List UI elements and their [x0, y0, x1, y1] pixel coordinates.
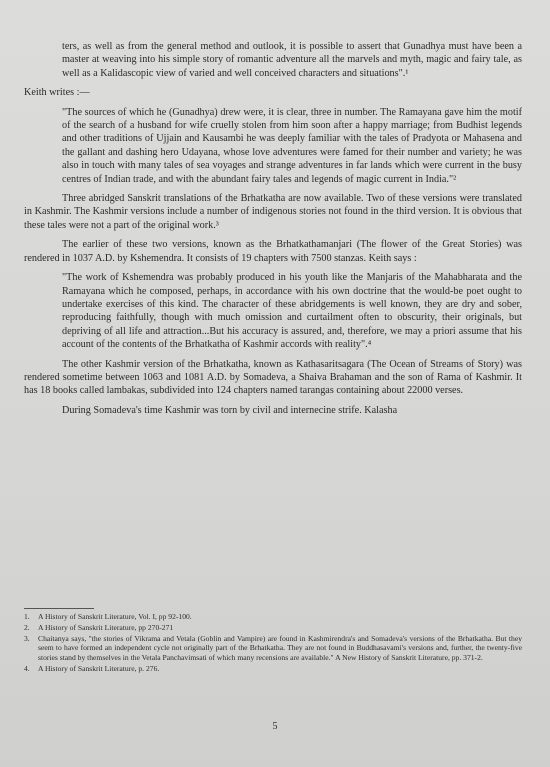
footnote: [24, 664, 522, 674]
continuation-paragraph: ters, as well as from the general method and outlook, it is possible to assert that Gunadhya must have been a master at weaving into his simple story of romantic adventure all the marvels and myth, magic and fairy tale, as well as a Kalidascopic view of varied and well conceived characters and situations".¹: [62, 41, 522, 79]
footnote-number: 2.: [24, 622, 30, 632]
footnotes: [24, 612, 522, 675]
keith-quote-1: "The sources of which he (Gunadhya) drew were, it is clear, three in number. The Ramayana gave him the motif of the search of a husband for wife cruelly stolen from him soon after a happy marriage; from Budhist legends and other traditions of Ujjain and Kausambi he was deeply familiar with the tales of Pradyota or Mahasena and the gallant and dashing hero Udayana, whose love adventures were famed for their number and variety; he was also in touch with many tales of sea voyages and strange adventures in far lands which were current in the busy centres of Indian trade, and with the abundant fairy tales and legends of magic current in India."²: [62, 106, 522, 185]
footnote: [24, 634, 522, 663]
paragraph-kathasaritsagara: The other Kashmir version of the Brhatkatha, known as Kathasaritsagara (The Ocean of Streams of Story) was rendered sometime between 1063 and 1081 A.D. by Somadeva, a Shaiva Brahaman and the son of Rama of Kashmir. It has 18 books called lambakas, subdivided into 124 chapters named tarangas containing about 22000 verses.: [24, 358, 522, 397]
main-text: [24, 40, 522, 423]
footnote-text: A History of Sanskrit Literature, p. 276.: [38, 663, 160, 673]
paragraph-somadeva: During Somadeva's time Kashmir was torn by civil and internecine strife. Kalasha: [62, 404, 398, 416]
paragraph-translations: Three abridged Sanskrit translations of the Brhatkatha are now available. Two of these versions were translated in Kashmir. The Kashmir versions include a number of indigenous stories not found in the third version. It is obvious that these tales were not a part of the original work.³: [24, 193, 522, 231]
keith-writes-line: Keith writes :—: [24, 87, 90, 99]
footnote-number: 1.: [24, 612, 30, 621]
footnote-text: Chaitanya says, "the stories of Vikrama and Vetala (Goblin and Vampire) are found in Kashmirendra's and Somadeva's versions of the Brhatkatha. But they seem to have formed an independent cycle not originally part of the Brhatkatha. They are not found in Buddhasavami's versions and, further, the twenty-five stories stand by themselves in the Vetala Panchavimsati of which many recensions are available." A New History of Sanskrit Literature, pp. 371-2.: [38, 633, 522, 663]
footnote-text: A History of Sanskrit Literature, Vol. I, pp 92-100.: [38, 612, 192, 621]
footnote-rule: [24, 608, 94, 609]
paragraph-brhatkathamanjari: The earlier of these two versions, known as the Brhatkathamanjari (The flower of the Great Stories) was rendered in 1037 A.D. by Kshemendra. It consists of 19 chapters with 7500 stanzas. Keith says :: [24, 239, 522, 264]
footnote: [24, 623, 522, 633]
footnote: [24, 612, 522, 622]
footnote-text: A History of Sanskrit Literature, pp 270-271: [38, 622, 174, 632]
keith-quote-2: "The work of Kshemendra was probably produced in his youth like the Manjaris of the Mahabharata and the Ramayana which he composed, perhaps, in accordance with his own doctrine that the would-be poet ought to undertake exercises of this kind. The character of these abridgements is well known, they are dry and sober, reproducing faithfully, though with much omission and curtailment often to obscurity, their originals, but depriving of all life and attraction...But his accuracy is assured, and, therefore, we may a priori assume that his account of the contents of the Brhatkatha of Kashmir accords with reality".⁴: [62, 272, 522, 351]
footnote-number: 3.: [24, 633, 30, 643]
page-number: 5: [272, 721, 278, 732]
footnote-number: 4.: [24, 663, 30, 673]
